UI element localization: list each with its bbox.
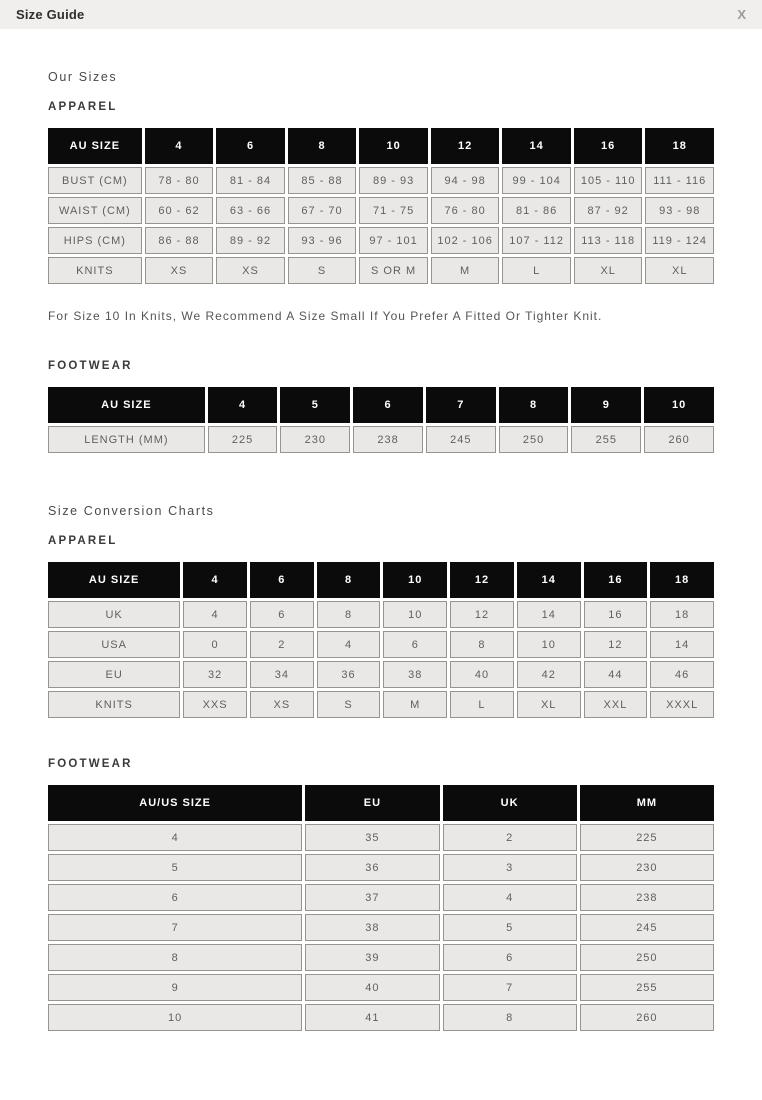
row-header-cell: 9: [48, 974, 302, 1001]
table-cell: 250: [499, 426, 569, 453]
column-header: AU SIZE: [48, 387, 205, 423]
table-cell: XXS: [183, 691, 247, 718]
row-header-cell: 10: [48, 1004, 302, 1031]
table-cell: 250: [580, 944, 714, 971]
column-header: AU SIZE: [48, 562, 180, 598]
column-header: 12: [431, 128, 500, 164]
row-header-cell: 4: [48, 824, 302, 851]
size-guide-content: [0, 70, 762, 1094]
table-cell: XS: [145, 257, 214, 284]
modal-title: Size Guide: [16, 7, 85, 22]
table-cell: S: [288, 257, 357, 284]
table-cell: 8: [450, 631, 514, 658]
footwear-conversion-label: FOOTWEAR: [48, 758, 133, 770]
column-header: 6: [250, 562, 314, 598]
table-cell: 63 - 66: [216, 197, 285, 224]
table-row: [48, 601, 714, 628]
row-header-cell: HIPS (CM): [48, 227, 142, 254]
column-header: 6: [216, 128, 285, 164]
table-row: [48, 227, 714, 254]
table-cell: 8: [317, 601, 381, 628]
table-cell: XL: [645, 257, 714, 284]
table-cell: 0: [183, 631, 247, 658]
row-header-cell: BUST (CM): [48, 167, 142, 194]
table-cell: 40: [450, 661, 514, 688]
table-cell: 99 - 104: [502, 167, 571, 194]
table-cell: 38: [305, 914, 439, 941]
table-cell: 260: [580, 1004, 714, 1031]
table-cell: 85 - 88: [288, 167, 357, 194]
table-cell: 113 - 118: [574, 227, 643, 254]
table-cell: XS: [250, 691, 314, 718]
table-cell: 245: [426, 426, 496, 453]
table-cell: 5: [443, 914, 577, 941]
table-cell: 89 - 93: [359, 167, 428, 194]
table-cell: 14: [517, 601, 581, 628]
table-cell: 4: [443, 884, 577, 911]
table-cell: 36: [317, 661, 381, 688]
table-cell: 81 - 86: [502, 197, 571, 224]
table-cell: 16: [584, 601, 648, 628]
table-cell: 111 - 116: [645, 167, 714, 194]
table-row: [48, 257, 714, 284]
table-cell: 41: [305, 1004, 439, 1031]
table-header-row: [48, 562, 714, 598]
table-cell: 37: [305, 884, 439, 911]
table-cell: 42: [517, 661, 581, 688]
row-header-cell: 7: [48, 914, 302, 941]
table-cell: XXL: [584, 691, 648, 718]
table-cell: XXXL: [650, 691, 714, 718]
knits-size-note: For Size 10 In Knits, We Recommend A Size Small If You Prefer A Fitted Or Tighter Knit.: [48, 309, 603, 323]
column-header: 8: [288, 128, 357, 164]
table-cell: 4: [183, 601, 247, 628]
table-row: [48, 944, 714, 971]
table-header-row: [48, 387, 714, 423]
column-header: 16: [584, 562, 648, 598]
column-header: 6: [353, 387, 423, 423]
table-cell: 18: [650, 601, 714, 628]
table-cell: M: [431, 257, 500, 284]
table-row: [48, 914, 714, 941]
table-cell: 8: [443, 1004, 577, 1031]
column-header: EU: [305, 785, 439, 821]
column-header: 12: [450, 562, 514, 598]
row-header-cell: 6: [48, 884, 302, 911]
table-cell: 4: [317, 631, 381, 658]
column-header: UK: [443, 785, 577, 821]
table-cell: 94 - 98: [431, 167, 500, 194]
table-cell: 105 - 110: [574, 167, 643, 194]
row-header-cell: EU: [48, 661, 180, 688]
apparel-sizes-label: APPAREL: [48, 101, 118, 113]
table-cell: 71 - 75: [359, 197, 428, 224]
table-row: [48, 197, 714, 224]
table-cell: 34: [250, 661, 314, 688]
table-cell: 6: [383, 631, 447, 658]
column-header: 4: [183, 562, 247, 598]
footwear-length-table: [45, 384, 717, 456]
table-row: [48, 854, 714, 881]
table-cell: 44: [584, 661, 648, 688]
table-cell: 230: [580, 854, 714, 881]
table-cell: 86 - 88: [145, 227, 214, 254]
row-header-cell: 8: [48, 944, 302, 971]
table-cell: 46: [650, 661, 714, 688]
table-cell: 10: [517, 631, 581, 658]
table-row: [48, 691, 714, 718]
table-cell: 107 - 112: [502, 227, 571, 254]
row-header-cell: USA: [48, 631, 180, 658]
table-cell: S OR M: [359, 257, 428, 284]
table-cell: 39: [305, 944, 439, 971]
table-header-row: [48, 128, 714, 164]
table-cell: 93 - 98: [645, 197, 714, 224]
column-header: MM: [580, 785, 714, 821]
table-row: [48, 884, 714, 911]
table-cell: 225: [208, 426, 278, 453]
table-cell: S: [317, 691, 381, 718]
column-header: 7: [426, 387, 496, 423]
column-header: 10: [644, 387, 714, 423]
table-cell: 230: [280, 426, 350, 453]
table-cell: 260: [644, 426, 714, 453]
table-cell: 87 - 92: [574, 197, 643, 224]
table-cell: 10: [383, 601, 447, 628]
row-header-cell: UK: [48, 601, 180, 628]
table-cell: 97 - 101: [359, 227, 428, 254]
table-cell: 102 - 106: [431, 227, 500, 254]
close-icon[interactable]: X: [737, 7, 746, 22]
column-header: 10: [359, 128, 428, 164]
table-row: [48, 631, 714, 658]
table-row: [48, 167, 714, 194]
footwear-conversion-table: [45, 782, 717, 1034]
table-row: [48, 661, 714, 688]
column-header: 9: [571, 387, 641, 423]
table-cell: M: [383, 691, 447, 718]
column-header: 16: [574, 128, 643, 164]
table-cell: 36: [305, 854, 439, 881]
apparel-measurements-table: [45, 125, 717, 287]
table-cell: 255: [580, 974, 714, 1001]
conversion-charts-heading: Size Conversion Charts: [48, 504, 215, 518]
table-cell: 35: [305, 824, 439, 851]
our-sizes-heading: Our Sizes: [48, 70, 118, 84]
row-header-cell: KNITS: [48, 691, 180, 718]
table-row: [48, 824, 714, 851]
table-cell: 238: [353, 426, 423, 453]
column-header: 14: [502, 128, 571, 164]
table-cell: 40: [305, 974, 439, 1001]
table-cell: 12: [450, 601, 514, 628]
table-cell: 67 - 70: [288, 197, 357, 224]
table-cell: 2: [250, 631, 314, 658]
table-cell: 6: [250, 601, 314, 628]
column-header: AU/US SIZE: [48, 785, 302, 821]
table-cell: XL: [517, 691, 581, 718]
row-header-cell: KNITS: [48, 257, 142, 284]
column-header: 8: [499, 387, 569, 423]
table-cell: 60 - 62: [145, 197, 214, 224]
row-header-cell: WAIST (CM): [48, 197, 142, 224]
column-header: 18: [645, 128, 714, 164]
footwear-sizes-label: FOOTWEAR: [48, 360, 133, 372]
table-cell: 2: [443, 824, 577, 851]
table-cell: 76 - 80: [431, 197, 500, 224]
table-cell: 32: [183, 661, 247, 688]
table-cell: 89 - 92: [216, 227, 285, 254]
table-cell: 245: [580, 914, 714, 941]
table-cell: 14: [650, 631, 714, 658]
column-header: 8: [317, 562, 381, 598]
table-cell: 81 - 84: [216, 167, 285, 194]
column-header: 4: [208, 387, 278, 423]
column-header: 5: [280, 387, 350, 423]
table-cell: 119 - 124: [645, 227, 714, 254]
table-row: [48, 426, 714, 453]
column-header: AU SIZE: [48, 128, 142, 164]
apparel-conversion-table: [45, 559, 717, 721]
table-cell: XL: [574, 257, 643, 284]
table-cell: 255: [571, 426, 641, 453]
row-header-cell: 5: [48, 854, 302, 881]
table-row: [48, 1004, 714, 1031]
table-cell: 6: [443, 944, 577, 971]
table-cell: 12: [584, 631, 648, 658]
table-cell: L: [502, 257, 571, 284]
apparel-conversion-label: APPAREL: [48, 535, 118, 547]
table-cell: 38: [383, 661, 447, 688]
table-cell: 238: [580, 884, 714, 911]
column-header: 14: [517, 562, 581, 598]
table-cell: 3: [443, 854, 577, 881]
table-cell: 7: [443, 974, 577, 1001]
table-cell: 93 - 96: [288, 227, 357, 254]
table-cell: 225: [580, 824, 714, 851]
table-cell: XS: [216, 257, 285, 284]
row-header-cell: LENGTH (MM): [48, 426, 205, 453]
modal-header: [0, 0, 762, 29]
table-row: [48, 974, 714, 1001]
column-header: 18: [650, 562, 714, 598]
column-header: 10: [383, 562, 447, 598]
table-header-row: [48, 785, 714, 821]
column-header: 4: [145, 128, 214, 164]
table-cell: L: [450, 691, 514, 718]
table-cell: 78 - 80: [145, 167, 214, 194]
